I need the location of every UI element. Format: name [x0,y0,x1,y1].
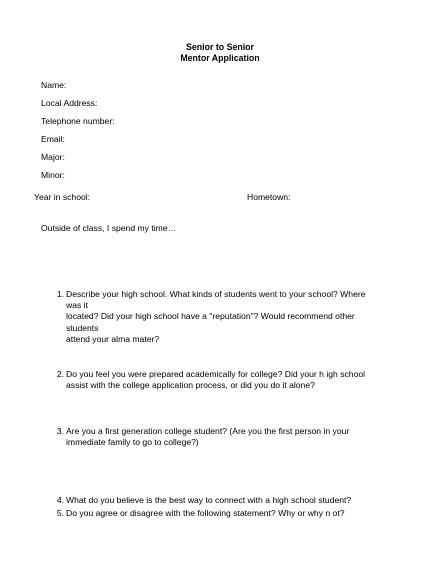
question-4 [54,495,374,506]
document-title: Senior to Senior [186,42,254,52]
question-number: 3. [56,426,64,436]
hometown-label: Hometown: [247,192,291,202]
telephone-label: Telephone number: [41,116,115,126]
year-in-school-label: Year in school: [34,192,91,202]
question-1 [54,289,374,345]
question-number: 1. [56,289,64,299]
outside-class-prompt: Outside of class, I spend my time… [41,223,177,233]
major-label: Major: [41,152,65,162]
question-number: 2. [56,369,64,379]
question-2 [54,369,374,391]
question-text: Do you feel you were prepared academically for college? Did your h igh school assist with the college application process, or did you do it alone? [66,369,366,391]
question-5 [54,508,374,519]
question-text: What do you believe is the best way to connect with a high school student? [66,495,352,505]
question-number: 5. [56,508,64,518]
question-text: Describe your high school. What kinds of students went to your school? Where was it located? Did your high school have a "reputation"? Would recommend other students attend your alma mater? [66,289,366,344]
local-address-label: Local Address: [41,98,98,108]
question-text: Are you a first generation college student? (Are you the first person in your immediate family to go to college?) [66,426,350,448]
question-number: 4. [56,495,64,505]
name-label: Name: [41,80,67,90]
minor-label: Minor: [41,170,65,180]
question-3 [54,426,374,448]
document-subtitle: Mentor Application [180,53,260,63]
question-text: Do you agree or disagree with the following statement? Why or why n ot? [66,508,345,518]
email-label: Email: [41,134,65,144]
